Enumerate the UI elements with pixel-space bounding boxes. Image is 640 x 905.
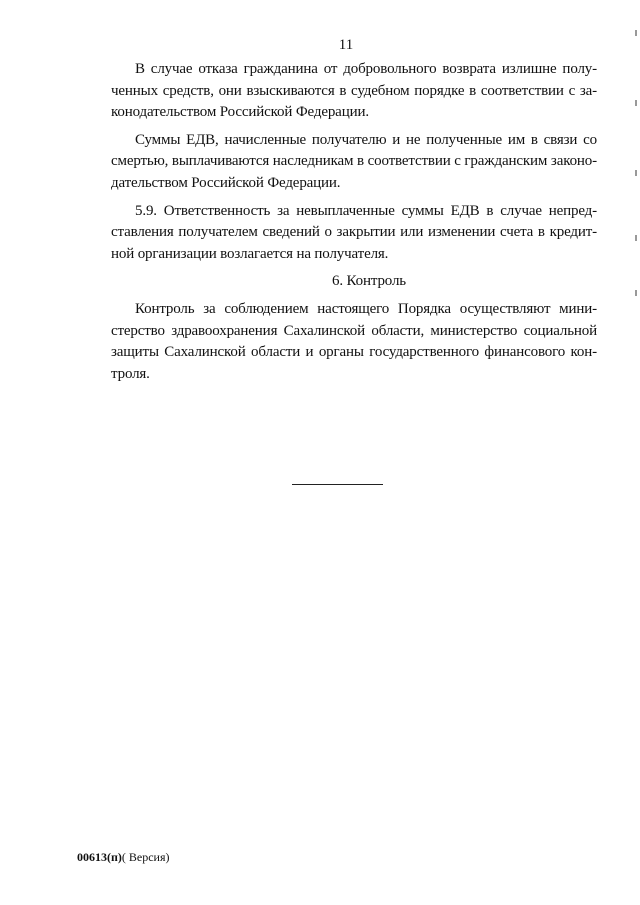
page-number: 11 xyxy=(338,37,354,53)
text-line: 5.9. Ответственность за невыплаченные суммы ЕДВ в случае непред- xyxy=(135,202,597,219)
text-line: ченных средств, они взыскиваются в судебном порядке в соответствии с за- xyxy=(111,82,597,99)
paragraph-refund-refusal xyxy=(111,59,597,124)
end-of-document-divider xyxy=(292,484,383,485)
text-line: конодательством Российской Федерации. xyxy=(111,104,369,121)
paragraph-inheritance xyxy=(111,130,597,195)
text-line: смертью, выплачиваются наследникам в соответствии с гражданским законо- xyxy=(111,153,597,170)
document-footer xyxy=(77,850,170,865)
text-line: троля. xyxy=(111,365,150,382)
text-line: защиты Сахалинской области и органы государственного финансового кон- xyxy=(111,344,597,361)
document-body xyxy=(111,59,597,391)
scan-edge-marks xyxy=(633,30,637,470)
text-line: дательством Российской Федерации. xyxy=(111,174,341,191)
document-version: ( Версия) xyxy=(121,850,170,864)
section-heading-control: 6. Контроль xyxy=(331,273,406,290)
text-line: ставления получателем сведений о закрытии или изменении счета в кредит- xyxy=(111,224,597,241)
text-line: В случае отказа гражданина от добровольного возврата излишне полу- xyxy=(135,61,597,77)
text-line: Контроль за соблюдением настоящего Порядка осуществляют мини- xyxy=(135,300,597,317)
text-line: стерство здравоохранения Сахалинской области, министерство социальной xyxy=(111,322,597,339)
paragraph-control xyxy=(111,299,597,385)
text-line: ной организации возлагается на получателя. xyxy=(111,245,389,262)
document-code: 00613(п) xyxy=(77,850,122,864)
paragraph-5-9-responsibility xyxy=(111,201,597,266)
text-line: Суммы ЕДВ, начисленные получателю и не полученные им в связи со xyxy=(135,131,597,148)
